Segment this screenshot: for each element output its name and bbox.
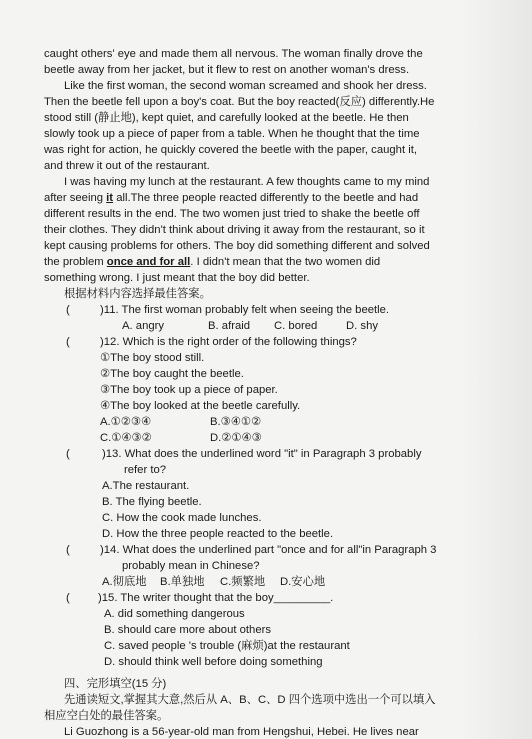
- question-15-stem: )15. The writer thought that the boy_________.: [98, 592, 334, 604]
- section-title: 四、完形填空(15 分): [64, 678, 167, 690]
- q13-option-d: D. How the three people reacted to the beetle.: [102, 528, 334, 540]
- q14-option-c: C.频繁地: [220, 576, 266, 588]
- q12-option-a: A.①②③④: [100, 416, 152, 428]
- question-14-stem-cont: probably mean in Chinese?: [122, 560, 260, 572]
- passage-line: I was having my lunch at the restaurant. A few thoughts came to my mind: [64, 176, 430, 188]
- q15-option-a: A. did something dangerous: [104, 608, 245, 620]
- q12-item: ③The boy took up a piece of paper.: [100, 384, 278, 396]
- q12-option-c: C.①④③②: [100, 432, 152, 444]
- q12-option-d: D.②①④③: [210, 432, 262, 444]
- q13-option-a: A.The restaurant.: [102, 480, 190, 492]
- q14-option-d: D.安心地: [280, 576, 326, 588]
- passage-line: their clothes. They didn't think about driving it away from the restaurant, so it: [44, 224, 425, 236]
- underlined-phrase: once and for all: [106, 256, 191, 268]
- question-14-stem: )14. What does the underlined part "once and for all"in Paragraph 3: [100, 544, 437, 556]
- q11-option-c: C. bored: [274, 320, 318, 332]
- q15-option-b: B. should care more about others: [104, 624, 272, 636]
- passage-text: all.The three people reacted differently to the beetle and had: [113, 192, 419, 204]
- section-instruction: 相应空白处的最佳答案。: [44, 710, 169, 722]
- q12-option-b: B.③④①②: [210, 416, 262, 428]
- q13-option-b: B. The flying beetle.: [102, 496, 202, 508]
- q12-item: ④The boy looked at the beetle carefully.: [100, 400, 301, 412]
- q12-item: ②The boy caught the beetle.: [100, 368, 244, 380]
- answer-blank-q14: (: [66, 544, 70, 556]
- page-shadow: [462, 0, 532, 739]
- passage-line: [44, 191, 418, 205]
- answer-blank-q15: (: [66, 592, 70, 604]
- instruction: 根据材料内容选择最佳答案。: [64, 288, 211, 300]
- q15-option-c: C. saved people 's trouble (麻烦)at the restaurant: [104, 640, 350, 652]
- q12-item: ①The boy stood still.: [100, 352, 205, 364]
- passage-line: and threw it out of the restaurant.: [44, 160, 210, 172]
- answer-blank-q11: (: [66, 304, 70, 316]
- answer-blank-q13: (: [66, 448, 70, 460]
- q14-option-b: B.单独地: [160, 576, 205, 588]
- q11-option-d: D. shy: [346, 320, 379, 332]
- question-11-stem: )11. The first woman probably felt when seeing the beetle.: [100, 304, 390, 316]
- passage-line: something wrong. I just meant that the boy did better.: [44, 272, 310, 284]
- passage-line: was right for action, he quickly covered the beetle with the paper, caught it,: [44, 144, 418, 156]
- passage-line: caught others' eye and made them all nervous. The woman finally drove the: [44, 48, 423, 60]
- passage-line: slowly took up a piece of paper from a table. When he thought that the time: [44, 128, 420, 140]
- q11-option-a: A. angry: [122, 320, 165, 332]
- q13-option-c: C. How the cook made lunches.: [102, 512, 262, 524]
- section-instruction: 先通读短文,掌握其大意,然后从 A、B、C、D 四个选项中选出一个可以填入: [64, 694, 436, 706]
- question-13-stem: )13. What does the underlined word "it" in Paragraph 3 probably: [102, 448, 422, 460]
- passage-line: [44, 255, 380, 269]
- passage-line: stood still (静止地), kept quiet, and carefully looked at the beetle. He then: [44, 112, 409, 124]
- q14-option-a: A.彻底地: [102, 576, 147, 588]
- q15-option-d: D. should think well before doing something: [104, 656, 323, 668]
- question-13-stem-cont: refer to?: [124, 464, 167, 476]
- passage-line: kept causing problems for others. The boy did something different and solved: [44, 240, 430, 252]
- question-12-stem: )12. Which is the right order of the following things?: [100, 336, 357, 348]
- passage-text: the problem: [44, 256, 107, 268]
- answer-blank-q12: (: [66, 336, 70, 348]
- passage-text: after seeing: [44, 192, 107, 204]
- cloze-text-line: Li Guozhong is a 56-year-old man from Hengshui, Hebei. He lives near: [64, 726, 419, 738]
- underlined-word-it: it: [106, 192, 114, 204]
- passage-line: Then the beetle fell upon a boy's coat. But the boy reacted(反应) differently.He: [44, 96, 435, 108]
- q11-option-b: B. afraid: [208, 320, 251, 332]
- passage-line: beetle away from her jacket, but it flew to rest on another woman's dress.: [44, 64, 410, 76]
- passage-text: . I didn't mean that the two women did: [190, 256, 381, 268]
- passage-line: different results in the end. The two women just tried to shake the beetle off: [44, 208, 420, 220]
- passage-line: Like the first woman, the second woman screamed and shook her dress.: [64, 80, 427, 92]
